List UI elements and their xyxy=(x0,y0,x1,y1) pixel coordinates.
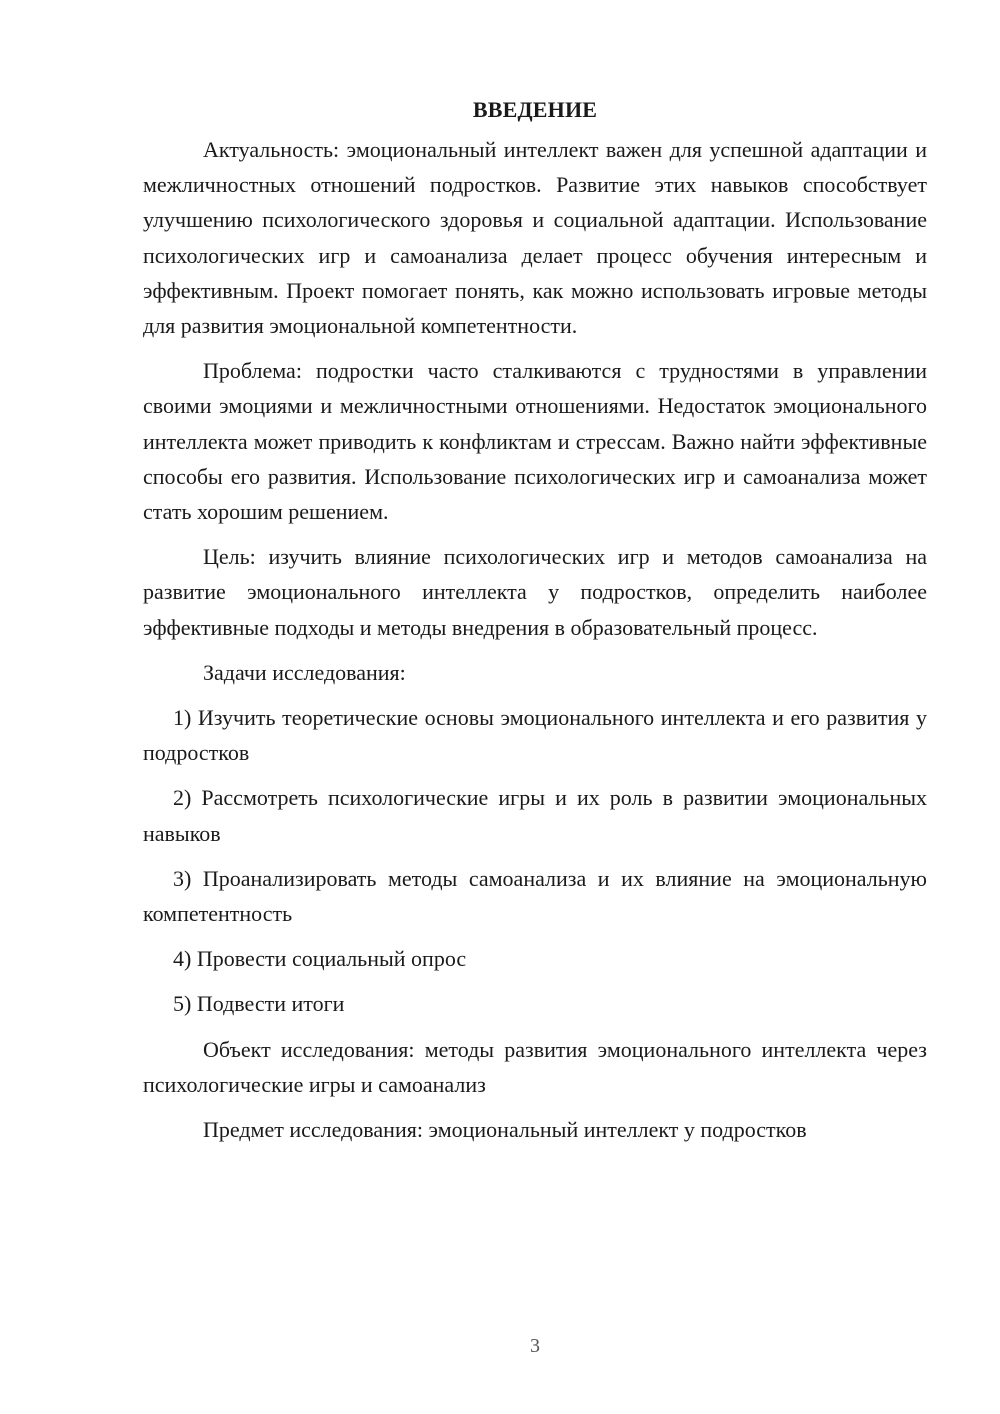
task-item-4: 4) Провести социальный опрос xyxy=(173,946,467,972)
goal-paragraph: Цель: изучить влияние психологических игр и методов самоанализа на развитие эмоционального интеллекта у подростков, определить наиболее эффективные подходы и методы внедрения в образовательный процесс. xyxy=(143,544,927,640)
tasks-heading: Задачи исследования: xyxy=(203,659,406,685)
page-number: 3 xyxy=(530,1335,540,1357)
section-title: ВВЕДЕНИЕ xyxy=(472,97,598,122)
task-item-2: 2) Рассмотреть психологические игры и их роль в развитии эмоциональных навыков xyxy=(143,785,927,846)
problem-paragraph: Проблема: подростки часто сталкиваются с трудностями в управлении своими эмоциями и межличностными отношениями. Недостаток эмоционального интеллекта может приводить к конфликтам и стрессам. Важно найти эффективные способы его развития. Использование психологических игр и самоанализа может стать хорошим решением. xyxy=(143,358,927,525)
research-object-paragraph: Объект исследования: методы развития эмоционального интеллекта через психологические игры и самоанализ xyxy=(143,1036,927,1097)
task-item-5: 5) Подвести итоги xyxy=(173,991,345,1017)
task-item-3: 3) Проанализировать методы самоанализа и их влияние на эмоциональную компетентность xyxy=(143,865,927,927)
page-content xyxy=(143,92,927,1147)
research-subject-paragraph: Предмет исследования: эмоциональный интеллект у подростков xyxy=(203,1117,807,1143)
task-item-1: 1) Изучить теоретические основы эмоционального интеллекта и его развития у подростков xyxy=(143,705,927,766)
relevance-paragraph: Актуальность: эмоциональный интеллект важен для успешной адаптации и межличностных отношений подростков. Развитие этих навыков способствует улучшению психологического здоровья и социальной адаптации. Использование психологических игр и самоанализа делает процесс обучения интересным и эффективным. Проект помогает понять, как можно использовать игровые методы для развития эмоциональной компетентности. xyxy=(143,137,927,339)
